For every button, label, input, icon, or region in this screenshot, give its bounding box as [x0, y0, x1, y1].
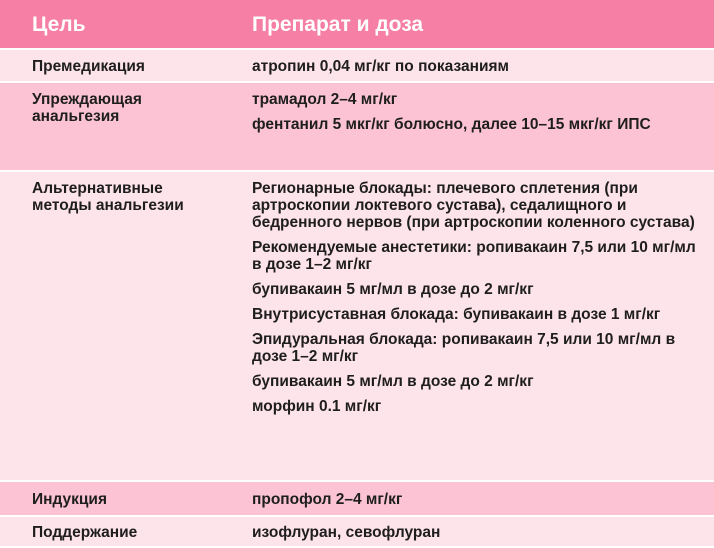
- drug-item: морфин 0.1 мг/кг: [252, 398, 382, 415]
- row-drugs: [252, 180, 707, 415]
- row-drugs: [252, 524, 707, 541]
- drug-item: Эпидуральная блокада: ропивакаин 7,5 или 10 мг/мл в дозе 1–2 мг/кг: [252, 331, 676, 365]
- row-goal-maintenance: Поддержание: [32, 524, 138, 541]
- row-drugs: [252, 491, 707, 508]
- row-drugs: [252, 58, 707, 75]
- drug-item: трамадол 2–4 мг/кг: [252, 91, 398, 108]
- drug-item: Регионарные блокады: плечевого сплетения (при артроскопии локтевого сустава), седалищного и бедренного нервов (при артроскопии коленного сустава): [252, 180, 695, 231]
- table-row: [0, 482, 714, 517]
- drug-item: бупивакаин 5 мг/мл в дозе до 2 мг/кг: [252, 281, 534, 298]
- drug-item: фентанил 5 мкг/кг болюсно, далее 10–15 мкг/кг ИПС: [252, 116, 651, 133]
- table-row: [0, 83, 714, 172]
- row-goal-premedication: Премедикация: [32, 58, 145, 75]
- header-drug-dose: Препарат и доза: [252, 13, 424, 36]
- header-goal: Цель: [32, 13, 86, 36]
- row-drugs: [252, 91, 707, 133]
- row-goal-preemptive-analgesia: Упреждающая анальгезия: [32, 91, 142, 125]
- drug-item: бупивакаин 5 мг/мл в дозе до 2 мг/кг: [252, 373, 534, 390]
- row-goal-induction: Индукция: [32, 491, 108, 508]
- drug-item: изофлуран, севофлуран: [252, 524, 441, 541]
- row-goal-alternative-analgesia: Альтернативные методы анальгезии: [32, 180, 184, 214]
- drug-item: пропофол 2–4 мг/кг: [252, 491, 403, 508]
- table-header: [0, 0, 714, 50]
- table-row: [0, 50, 714, 83]
- table-row: [0, 172, 714, 482]
- table-row: [0, 517, 714, 548]
- drug-item: Внутрисуставная блокада: бупивакаин в дозе 1 мг/кг: [252, 306, 661, 323]
- drug-item: атропин 0,04 мг/кг по показаниям: [252, 58, 509, 75]
- drug-item: Рекомендуемые анестетики: ропивакаин 7,5 или 10 мг/мл в дозе 1–2 мг/кг: [252, 239, 696, 273]
